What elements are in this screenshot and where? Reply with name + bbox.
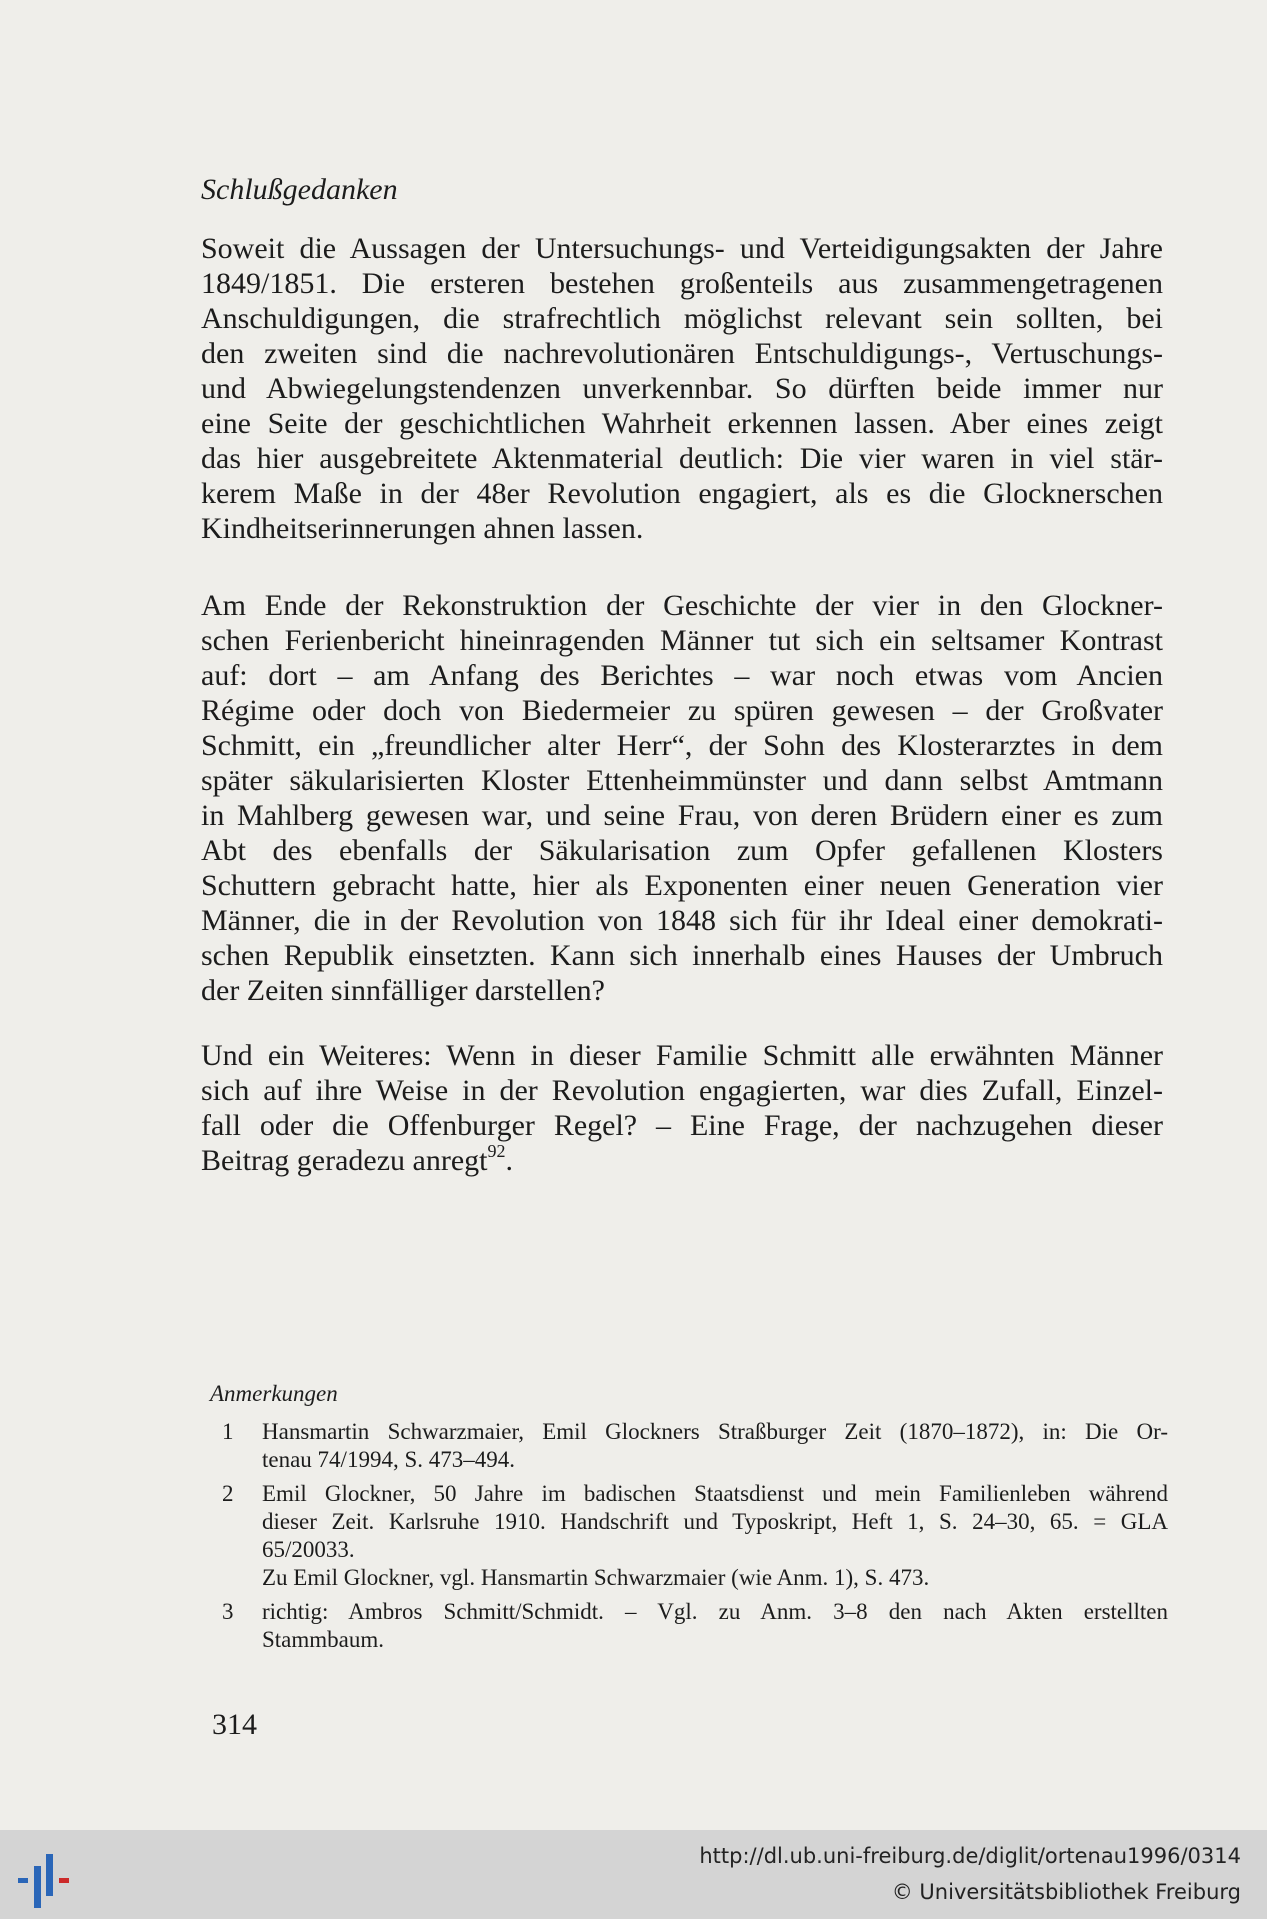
text-line: der Zeiten sinnfälliger darstellen?: [201, 974, 605, 1007]
notes-list: [222, 1418, 1168, 1660]
paragraph-3-last-line: [201, 1143, 1163, 1178]
note-number: 3: [222, 1599, 234, 1624]
text-line: den zweiten sind die nachrevolutionären Entschuldigungs-, Vertuschungs-: [201, 337, 1163, 370]
paragraph-3: [201, 1038, 1163, 1178]
text-line: Schmitt, ein „freundlicher alter Herr“, der Sohn des Klosterarztes in dem: [201, 729, 1163, 762]
last-line-end: .: [505, 1144, 514, 1177]
text-line: kerem Maße in der 48er Revolution engagiert, als es die Glocknerschen: [201, 477, 1163, 510]
text-line: Soweit die Aussagen der Untersuchungs- und Verteidigungsakten der Jahre: [201, 232, 1163, 265]
note-line: Hansmartin Schwarzmaier, Emil Glockners Straßburger Zeit (1870–1872), in: Die Or-: [262, 1419, 1168, 1444]
paragraph-2: [201, 588, 1163, 1008]
text-line: fall oder die Offenburger Regel? – Eine Frage, der nachzugehen dieser: [201, 1109, 1163, 1142]
section-title: Schlußgedanken: [201, 173, 398, 206]
note-line: Emil Glockner, 50 Jahre im badischen Staatsdienst und mein Familienleben während: [262, 1481, 1168, 1506]
paragraph-1: [201, 231, 1163, 546]
text-line: Männer, die in der Revolution von 1848 sich für ihr Ideal einer demokrati-: [201, 904, 1163, 937]
text-line: Schuttern gebracht hatte, hier als Exponenten einer neuen Generation vier: [201, 869, 1163, 902]
note-number: 2: [222, 1481, 234, 1506]
note-item: [222, 1598, 1168, 1654]
text-line: sich auf ihre Weise in der Revolution engagierten, war dies Zufall, Einzel-: [201, 1074, 1163, 1107]
text-line: und Abwiegelungstendenzen unverkennbar. So dürften beide immer nur: [201, 372, 1163, 405]
text-line: eine Seite der geschichtlichen Wahrheit erkennen lassen. Aber eines zeigt: [201, 407, 1163, 440]
text-line: Und ein Weiteres: Wenn in dieser Familie Schmitt alle erwähnten Männer: [201, 1039, 1163, 1072]
note-number: 1: [222, 1419, 234, 1444]
footnote-ref[interactable]: 92: [487, 1141, 506, 1161]
page-number: 314: [212, 1708, 257, 1741]
ub-freiburg-logo-icon: [12, 1850, 82, 1910]
note-line: Zu Emil Glockner, vgl. Hansmartin Schwarzmaier (wie Anm. 1), S. 473.: [262, 1565, 930, 1590]
note-line: dieser Zeit. Karlsruhe 1910. Handschrift und Typoskript, Heft 1, S. 24–30, 65. = GLA: [262, 1509, 1168, 1534]
note-line: Stammbaum.: [262, 1627, 385, 1652]
text-line: das hier ausgebreitete Aktenmaterial deutlich: Die vier waren in viel stär-: [201, 442, 1163, 475]
note-line: 65/20033.: [262, 1537, 355, 1562]
paragraph-1-lines: [201, 231, 1163, 546]
text-line: Anschuldigungen, die strafrechtlich möglichst relevant sein sollten, bei: [201, 302, 1163, 335]
footer-bar: [0, 1830, 1267, 1919]
note-line: richtig: Ambros Schmitt/Schmidt. – Vgl. zu Anm. 3–8 den nach Akten erstellten: [262, 1599, 1168, 1624]
paragraph-3-lines: [201, 1038, 1163, 1143]
text-line: in Mahlberg gewesen war, und seine Frau, von deren Brüdern einer es zum: [201, 799, 1163, 832]
text-line: Kindheitserinnerungen ahnen lassen.: [201, 512, 644, 545]
text-line: später säkularisierten Kloster Ettenheimmünster und dann selbst Amtmann: [201, 764, 1163, 797]
footer-copyright: © Universitätsbibliothek Freiburg: [891, 1880, 1241, 1904]
note-item: [222, 1418, 1168, 1474]
text-line: Abt des ebenfalls der Säkularisation zum Opfer gefallenen Klosters: [201, 834, 1163, 867]
text-line: Régime oder doch von Biedermeier zu spüren gewesen – der Großvater: [201, 694, 1163, 727]
note-item: [222, 1480, 1168, 1592]
notes-title: Anmerkungen: [210, 1381, 338, 1406]
paragraph-2-lines: [201, 588, 1163, 1008]
footer-url-link[interactable]: http://dl.ub.uni-freiburg.de/diglit/ortenau1996/0314: [699, 1844, 1241, 1868]
text-line: Am Ende der Rekonstruktion der Geschichte der vier in den Glockner-: [201, 589, 1163, 622]
text-line: 1849/1851. Die ersteren bestehen großenteils aus zusammengetragenen: [201, 267, 1163, 300]
note-line: tenau 74/1994, S. 473–494.: [262, 1447, 515, 1472]
text-line: schen Republik einsetzten. Kann sich innerhalb eines Hauses der Umbruch: [201, 939, 1163, 972]
text-line: schen Ferienbericht hineinragenden Männer tut sich ein seltsamer Kontrast: [201, 624, 1163, 657]
text-line: auf: dort – am Anfang des Berichtes – war noch etwas vom Ancien: [201, 659, 1163, 692]
last-line-text: Beitrag geradezu anregt: [201, 1144, 488, 1177]
